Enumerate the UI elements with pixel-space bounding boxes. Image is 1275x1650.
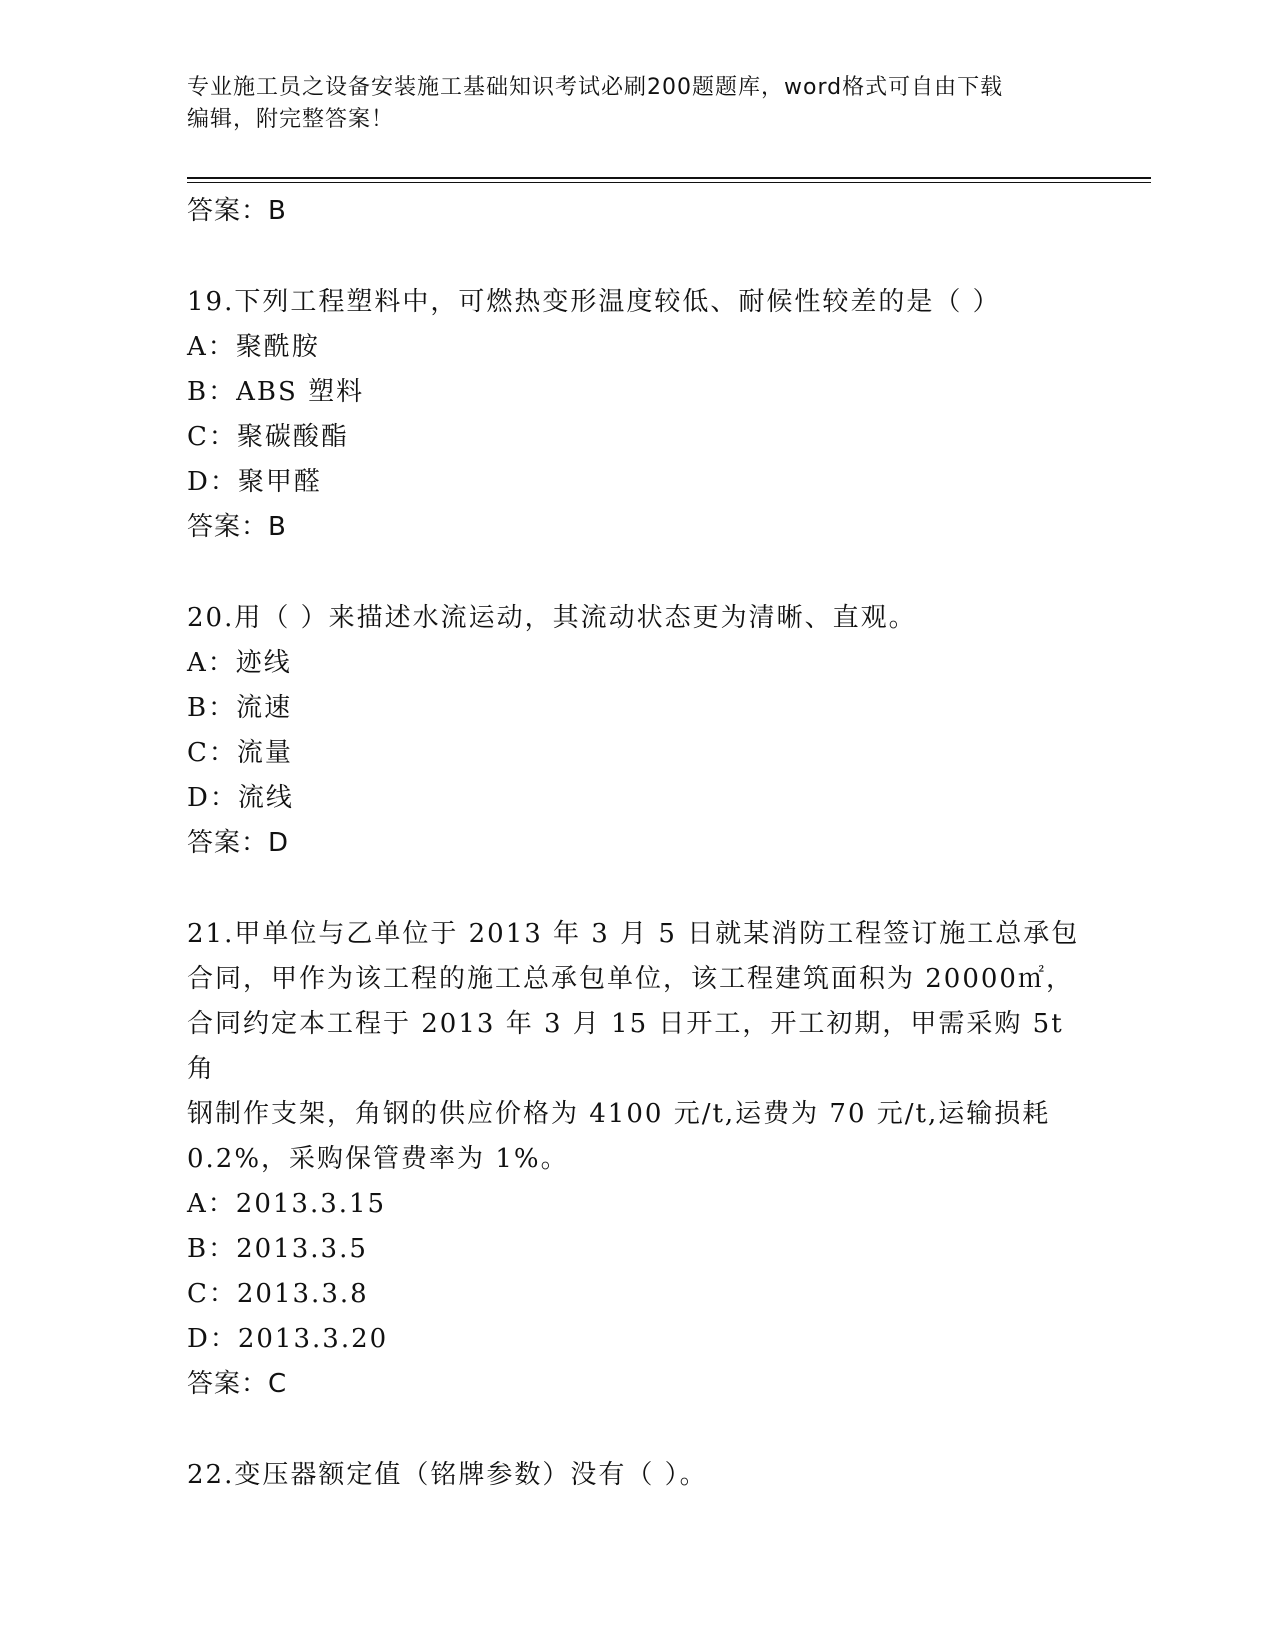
option-c: C：聚碳酸酯	[187, 422, 349, 452]
option-a: A：聚酰胺	[187, 332, 320, 362]
header-rule-thick	[187, 177, 1151, 179]
question-text: 22.变压器额定值（铭牌参数）没有（ ）。	[187, 1460, 708, 1490]
option-d: D：流线	[187, 783, 294, 813]
header-title-line-2: 编辑，附完整答案！	[187, 107, 395, 132]
option-b: B：流速	[187, 693, 293, 723]
question-text-line-3: 合同约定本工程于 2013 年 3 月 15 日开工，开工初期，甲需采购 5t 角	[187, 1009, 1064, 1084]
question-text: 19.下列工程塑料中，可燃热变形温度较低、耐候性较差的是（ ）	[187, 287, 1001, 317]
option-b: B：ABS 塑料	[187, 377, 365, 407]
question-text-line-2: 合同，甲作为该工程的施工总承包单位，该工程建筑面积为 20000㎡，	[187, 964, 1074, 994]
option-a: A：2013.3.15	[187, 1189, 387, 1219]
question-19	[187, 280, 1087, 550]
option-d: D：聚甲醛	[187, 467, 322, 497]
question-text-line-5: 0.2%，采购保管费率为 1%。	[187, 1144, 569, 1174]
option-c: C：流量	[187, 738, 293, 768]
option-c: C：2013.3.8	[187, 1279, 369, 1309]
question-20	[187, 596, 1087, 866]
answer: 答案：C	[187, 1369, 288, 1399]
question-22	[187, 1453, 1087, 1498]
question-21	[187, 912, 1087, 1407]
option-b: B：2013.3.5	[187, 1234, 368, 1264]
answer: 答案：B	[187, 512, 287, 542]
document-header	[187, 72, 1067, 136]
question-text: 20.用（ ）来描述水流运动，其流动状态更为清晰、直观。	[187, 603, 917, 633]
document-body	[187, 189, 1087, 1498]
header-rule-thin	[187, 182, 1151, 183]
answer: 答案：D	[187, 828, 290, 858]
header-title-line-1: 专业施工员之设备安装施工基础知识考试必刷200题题库，word格式可自由下载	[187, 75, 1004, 100]
option-a: A：迹线	[187, 648, 292, 678]
answer-previous: 答案：B	[187, 196, 287, 226]
question-text-line-1: 21.甲单位与乙单位于 2013 年 3 月 5 日就某消防工程签订施工总承包	[187, 919, 1080, 949]
option-d: D：2013.3.20	[187, 1324, 389, 1354]
question-text-line-4: 钢制作支架，角钢的供应价格为 4100 元/t,运费为 70 元/t,运输损耗	[187, 1099, 1051, 1129]
